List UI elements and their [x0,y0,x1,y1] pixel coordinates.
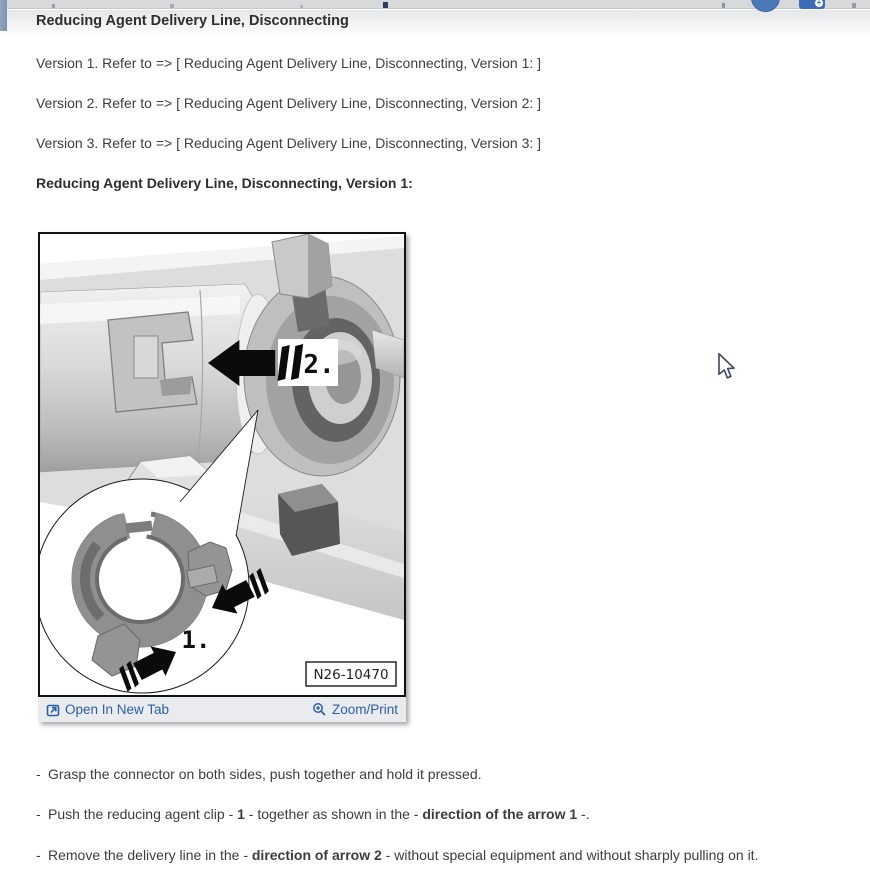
toolbar-text-fragment [170,4,174,8]
section-heading: Reducing Agent Delivery Line, Disconnecting, Version 1: [36,175,413,191]
toolbar-text-fragment [852,3,856,8]
arrow-1-label: 1. [181,626,211,654]
open-in-new-tab-icon [46,703,60,717]
page-title: Reducing Agent Delivery Line, Disconnecting [36,13,349,29]
zoom-print-link[interactable] [312,702,398,717]
left-panel-edge [0,0,7,31]
bullet-dash: - [36,806,41,822]
instruction-text: Grasp the connector on both sides, push together and hold it pressed. [48,766,482,782]
figure-id-box [306,662,396,686]
toolbar-text-fragment [52,4,55,8]
figure-id-label: N26-10470 [313,667,389,683]
bullet-dash: - [36,847,41,863]
instruction-step [36,847,758,863]
figure-toolbar [38,697,406,722]
open-in-new-tab-label: Open In New Tab [65,702,170,717]
reference-link-version-1[interactable]: Version 1. Refer to => [ Reducing Agent Delivery Line, Disconnecting, Version 1: ] [36,55,542,71]
reference-link-version-2[interactable]: Version 2. Refer to => [ Reducing Agent Delivery Line, Disconnecting, Version 2: ] [36,95,542,111]
figure-image [38,232,406,697]
figure-container [38,232,406,722]
open-in-new-tab-link[interactable] [46,702,169,717]
instruction-text: Push the reducing agent clip - 1 - together as shown in the - direction of the arrow 1 -. [48,806,590,822]
toolbar-text-fragment [300,5,303,8]
instruction-step [36,806,590,822]
add-badge-icon: + [814,0,824,8]
figure-illustration [40,234,404,695]
instruction-step [36,766,482,782]
toolbar-text-fragment [383,2,388,8]
bullet-dash: - [36,766,41,782]
zoom-icon [312,702,327,717]
collar-bottom-tab [278,484,340,556]
toolbar-remnant [0,0,870,9]
zoom-print-label: Zoom/Print [331,702,398,717]
mouse-cursor [717,353,736,385]
arrow-2-label: 2. [303,350,335,380]
instruction-text: Remove the delivery line in the - direction of arrow 2 - without special equipment and without sharply pulling on it. [48,847,759,863]
toolbar-text-fragment [722,3,725,8]
reference-link-version-3[interactable]: Version 3. Refer to => [ Reducing Agent Delivery Line, Disconnecting, Version 3: ] [36,135,542,151]
